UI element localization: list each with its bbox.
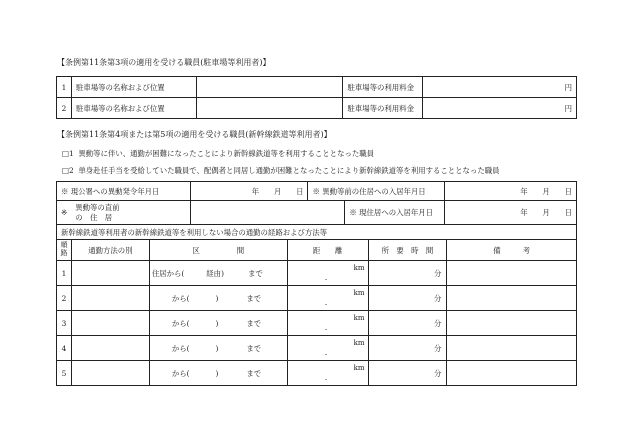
section-field[interactable] [149,261,287,286]
km-unit: km [353,339,365,347]
route-no-header [57,240,72,261]
method-field[interactable] [71,286,149,311]
transfer-date-label: ※ 現公署への異動発令年月日 [57,182,191,201]
remarks-field[interactable] [447,261,577,286]
prior-residence-field[interactable] [190,201,345,225]
prior-residence-label-line1: 異動等の直前 [75,203,120,213]
method-header: 通勤方法の別 [71,240,149,261]
section-field[interactable] [149,311,287,336]
to-text: まで [246,343,262,353]
minutes-unit: 分 [433,268,442,278]
check-item-2-text: 単身赴任手当を受給していた職員で、配偶者と同居し通勤が困難となったことにより新幹線鉄道等を利用することとなった職員 [78,166,500,175]
check-item-1[interactable] [62,150,374,157]
decimal-point: . [324,348,328,357]
section2-heading: 【条例第11条第4項または第5項の適用を受ける職員(新幹線鉄道等利用者)】 [57,130,332,139]
parking-fee-label: 駐車場等の利用料金 [343,98,423,119]
info-row-1 [57,182,577,201]
from-text: から( [171,368,190,378]
distance-header: 距 離 [287,240,368,261]
remarks-field[interactable] [447,311,577,336]
minutes-unit: 分 [433,318,442,328]
decimal-point: . [324,323,328,332]
method-field[interactable] [71,336,149,361]
from-text: から( [171,293,190,303]
from-text: から( [171,318,190,328]
time-field[interactable] [368,336,447,361]
check-item-1-text: 異動等に伴い、通勤が困難になったことにより新幹線鉄道等を利用することとなった職員 [78,149,375,158]
parking-location-field[interactable] [196,77,343,98]
remarks-field[interactable] [447,286,577,311]
route-no-header-line2: 路 [60,249,68,257]
route-row [57,361,577,386]
section-header: 区 間 [149,240,287,261]
parking-table [56,76,577,119]
checkbox-2[interactable]: □2 [62,166,74,175]
via-text: 経由) [206,268,224,278]
route-row-no: 4 [57,336,72,361]
section-field[interactable] [149,361,287,386]
route-row [57,261,577,286]
route-row [57,286,577,311]
time-field[interactable] [368,311,447,336]
minutes-unit: 分 [433,343,442,353]
remarks-header: 備 考 [447,240,577,261]
method-field[interactable] [71,261,149,286]
parking-fee-label: 駐車場等の利用料金 [343,77,423,98]
route-header-row [57,240,577,261]
distance-field[interactable] [287,311,368,336]
route-row-no: 5 [57,361,72,386]
route-table [56,224,577,386]
time-field[interactable] [368,261,447,286]
checkbox-1[interactable]: □1 [62,149,74,158]
section-field[interactable] [149,286,287,311]
parking-row-no: 2 [57,98,72,119]
km-unit: km [353,364,365,372]
route-row [57,311,577,336]
time-field[interactable] [368,361,447,386]
route-no-header-line1: 順 [60,241,68,250]
prior-residence-label [57,201,191,225]
yen-unit: 円 [564,103,572,113]
km-unit: km [353,264,365,272]
distance-field[interactable] [287,336,368,361]
minutes-unit: 分 [433,368,442,378]
current-residence-date-field[interactable]: 年 月 日 [445,201,577,225]
prior-residence-date-label: ※ 異動等前の住居への入居年月日 [308,182,445,201]
route-row [57,336,577,361]
prior-residence-label-line2: の 住 居 [75,212,113,222]
distance-field[interactable] [287,261,368,286]
relocation-info-table [56,181,577,225]
via-text: ) [215,318,219,328]
km-unit: km [353,314,365,322]
route-caption: 新幹線鉄道等利用者の新幹線鉄道等を利用しない場合の通勤の経路および方法等 [57,225,577,240]
method-field[interactable] [71,311,149,336]
minutes-unit: 分 [433,293,442,303]
to-text: まで [247,268,263,278]
current-residence-date-label: ※ 現住居への入居年月日 [345,201,445,225]
method-field[interactable] [71,361,149,386]
decimal-point: . [324,273,328,282]
parking-row [57,77,577,98]
from-text: から( [171,343,190,353]
to-text: まで [246,293,262,303]
decimal-point: . [324,298,328,307]
parking-location-label: 駐車場等の名称および位置 [71,98,196,119]
via-text: ) [215,368,219,378]
prior-residence-date-field[interactable]: 年 月 日 [445,182,577,201]
route-row-no: 1 [57,261,72,286]
route-row-no: 2 [57,286,72,311]
km-unit: km [353,289,365,297]
distance-field[interactable] [287,361,368,386]
transfer-date-field[interactable]: 年 月 日 [190,182,308,201]
remarks-field[interactable] [447,336,577,361]
parking-fee-field[interactable] [423,77,577,98]
check-item-2[interactable] [62,167,500,174]
parking-location-label: 駐車場等の名称および位置 [71,77,196,98]
time-header: 所 要 時 間 [368,240,447,261]
distance-field[interactable] [287,286,368,311]
yen-unit: 円 [564,82,572,92]
via-text: ) [215,293,219,303]
to-text: まで [246,368,262,378]
info-row-2 [57,201,577,225]
note-mark: ※ [61,208,68,217]
time-field[interactable] [368,286,447,311]
remarks-field[interactable] [447,361,577,386]
from-text: 住居から( [151,268,185,278]
decimal-point: . [324,373,328,382]
via-text: ) [215,343,219,353]
route-row-no: 3 [57,311,72,336]
parking-row [57,98,577,119]
section-field[interactable] [149,336,287,361]
parking-fee-field[interactable] [423,98,577,119]
parking-row-no: 1 [57,77,72,98]
to-text: まで [246,318,262,328]
section1-heading: 【条例第11条第3項の適用を受ける職員(駐車場等利用者)】 [57,58,271,67]
parking-location-field[interactable] [196,98,343,119]
